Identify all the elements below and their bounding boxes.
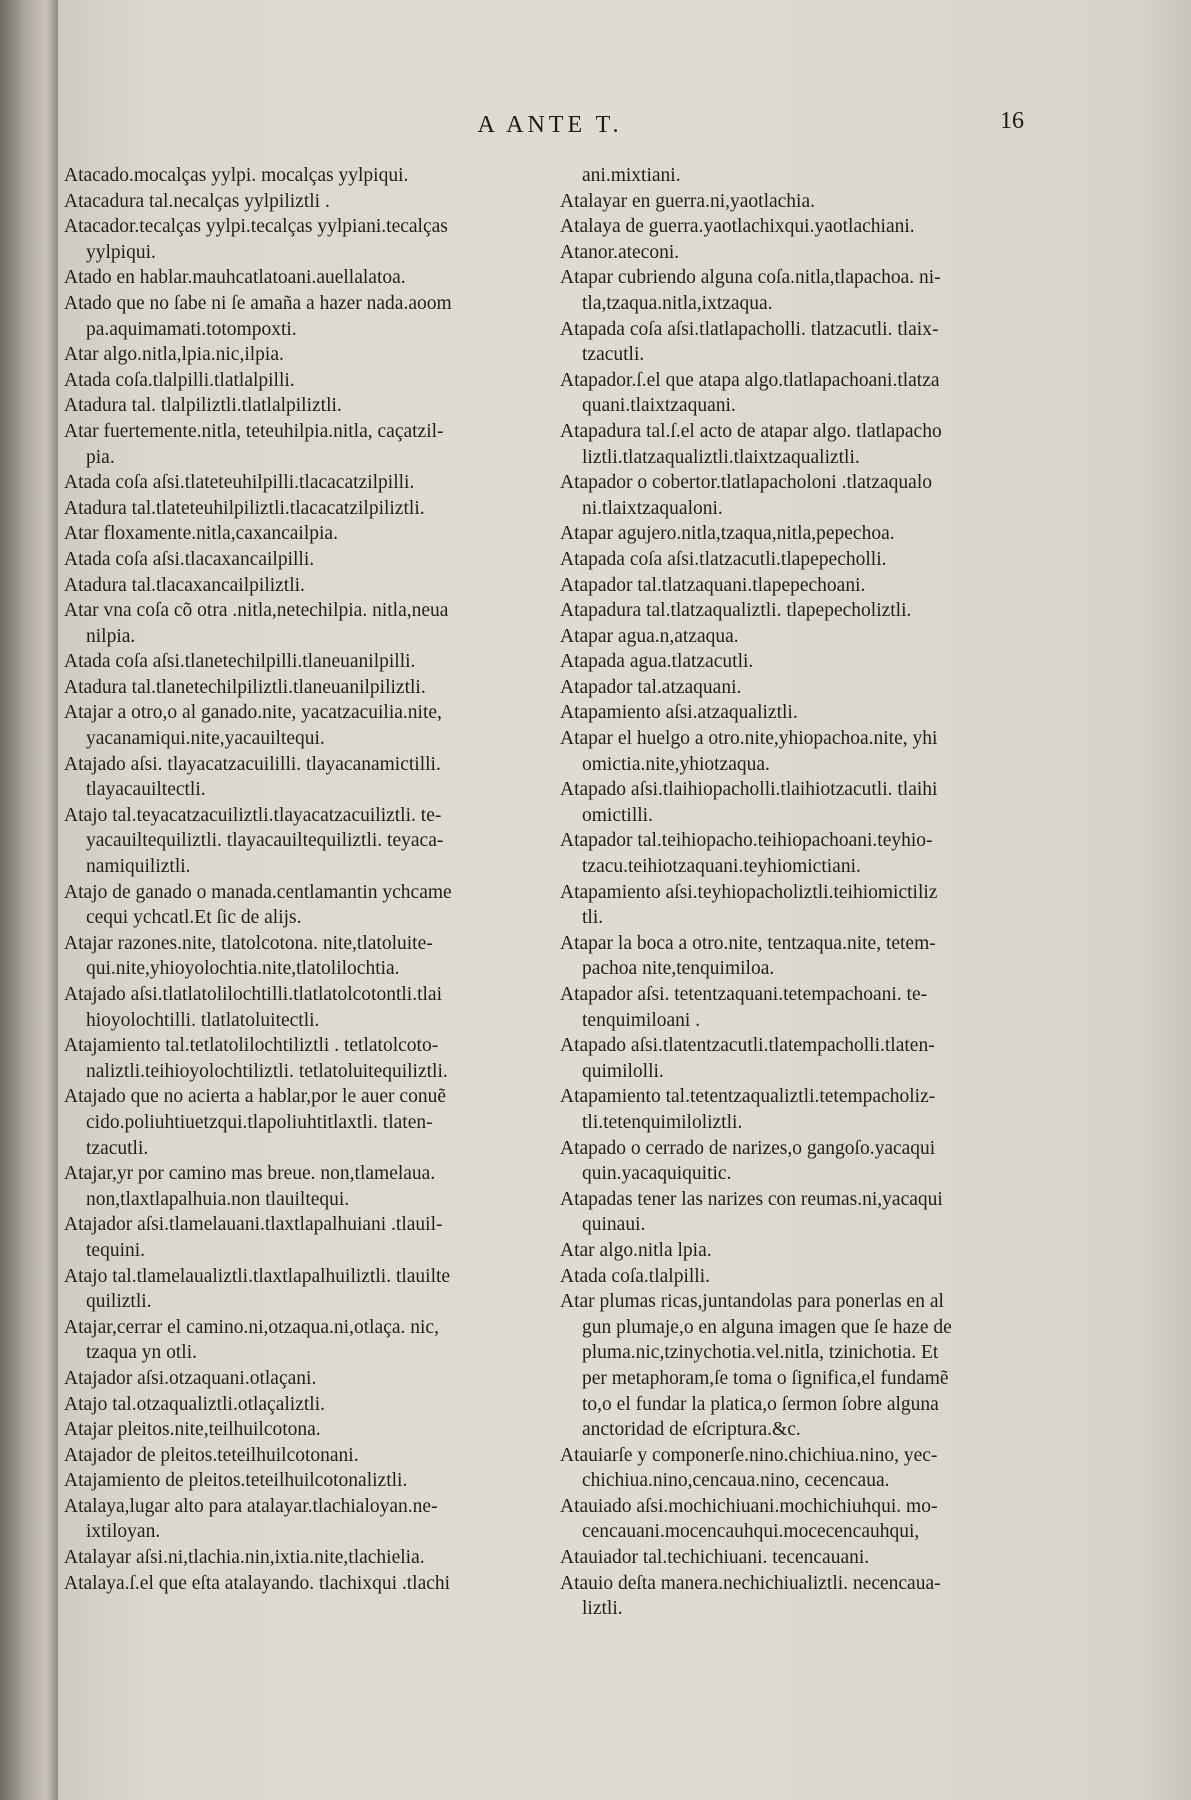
dictionary-entry bbox=[560, 1443, 1126, 1494]
entry-continuation-line: pa.aquimamati.totompoxti. bbox=[86, 318, 297, 340]
entry-continuation-line: tla,tzaqua.nitla,ixtzaqua. bbox=[582, 292, 773, 314]
entry-headline: Atapada coſa aſsi.tlatzacutli.tlapepecholli. bbox=[560, 548, 887, 570]
entry-headline: Atapar la boca a otro.nite, tentzaqua.nite, tetem- bbox=[560, 932, 936, 954]
dictionary-entry bbox=[560, 547, 1126, 573]
entry-continuation-line: quimilolli. bbox=[582, 1060, 664, 1082]
entry-continuation-line: cencauani.mocencauhqui.mocecencauhqui, bbox=[582, 1521, 920, 1543]
entry-headline: Atalayar aſsi.ni,tlachia.nin,ixtia.nite,tlachielia. bbox=[64, 1547, 425, 1569]
entry-continuation-line: liztli.tlatzaqualiztli.tlaixtzaqualiztli. bbox=[582, 446, 860, 468]
dictionary-entry bbox=[64, 1494, 554, 1545]
dictionary-entry bbox=[64, 189, 554, 215]
dictionary-entry bbox=[64, 803, 554, 880]
dictionary-entry bbox=[64, 1392, 554, 1418]
entry-continuation-line: pia. bbox=[86, 446, 115, 468]
dictionary-entry bbox=[560, 675, 1126, 701]
dictionary-entry bbox=[64, 982, 554, 1033]
entry-continuation-line: nilpia. bbox=[86, 625, 136, 647]
dictionary-entry bbox=[560, 419, 1126, 470]
dictionary-entry bbox=[560, 1289, 1126, 1443]
entry-headline: Atajo tal.tlamelaualiztli.tlaxtlapalhuiliztli. tlauilte bbox=[64, 1265, 451, 1287]
entry-headline: Atado que no ſabe ni ſe amaña a hazer nada.aoom bbox=[64, 292, 452, 314]
dictionary-entry bbox=[560, 214, 1126, 240]
entry-headline: Atajador aſsi.otzaquani.otlaçani. bbox=[64, 1367, 317, 1389]
entry-headline: Atada coſa aſsi.tlateteuhilpilli.tlacacatzilpilli. bbox=[64, 472, 415, 494]
dictionary-entry bbox=[64, 1468, 554, 1494]
entry-continuation-line: tzaqua yn otli. bbox=[86, 1342, 198, 1364]
dictionary-entry bbox=[64, 1264, 554, 1315]
entry-headline: Atapador o cobertor.tlatlapacholoni .tlatzaqualo bbox=[560, 472, 932, 494]
entry-headline: Atalayar en guerra.ni,yaotlachia. bbox=[560, 190, 815, 212]
dictionary-entry bbox=[64, 521, 554, 547]
entry-headline: Atauio deſta manera.nechichiualiztli. necencaua- bbox=[560, 1572, 941, 1594]
dictionary-entry bbox=[64, 1033, 554, 1084]
dictionary-entry bbox=[64, 470, 554, 496]
entry-continuation-line: quinaui. bbox=[582, 1214, 646, 1236]
previous-page-edge bbox=[0, 0, 58, 1800]
entry-continuation-line: ixtiloyan. bbox=[86, 1521, 161, 1543]
entry-continuation-line: tenquimiloani . bbox=[582, 1009, 701, 1031]
dictionary-entry bbox=[560, 598, 1126, 624]
entry-headline: Atapar el huelgo a otro.nite,yhiopachoa.nite, yhi bbox=[560, 728, 938, 750]
dictionary-entry bbox=[64, 1443, 554, 1469]
dictionary-entry bbox=[64, 649, 554, 675]
dictionary-entry bbox=[560, 368, 1126, 419]
entry-headline: Atapar agujero.nitla,tzaqua,nitla,pepechoa. bbox=[560, 523, 895, 545]
dictionary-entry bbox=[64, 598, 554, 649]
right-column bbox=[560, 163, 1126, 1622]
entry-headline: Atar algo.nitla lpia. bbox=[560, 1239, 712, 1261]
entry-continuation-line: tli.tetenquimiloliztli. bbox=[582, 1111, 743, 1133]
entry-headline: Atapamiento tal.tetentzaqualiztli.tetempacholiz- bbox=[560, 1086, 936, 1108]
entry-headline: Atapar agua.n,atzaqua. bbox=[560, 625, 739, 647]
dictionary-entry bbox=[560, 624, 1126, 650]
entry-headline: Atar plumas ricas,juntandolas para ponerlas en al bbox=[560, 1291, 944, 1313]
entry-continuation-line: ni.tlaixtzaqualoni. bbox=[582, 497, 723, 519]
entry-continuation-line: quin.yacaquiquitic. bbox=[582, 1163, 732, 1185]
entry-headline: Atanor.ateconi. bbox=[560, 241, 680, 263]
entry-continuation-line: quiliztli. bbox=[86, 1291, 152, 1313]
entry-headline: Atajado aſsi. tlayacatzacuililli. tlayacanamictilli. bbox=[64, 753, 441, 775]
dictionary-entry bbox=[560, 470, 1126, 521]
dictionary-entry bbox=[560, 1264, 1126, 1290]
entry-headline: Atapado o cerrado de narizes,o gangoſo.yacaqui bbox=[560, 1137, 936, 1159]
dictionary-entry bbox=[560, 240, 1126, 266]
dictionary-entry bbox=[560, 931, 1126, 982]
dictionary-entry bbox=[64, 1417, 554, 1443]
dictionary-entry bbox=[560, 828, 1126, 879]
entry-continuation-line: qui.nite,yhioyolochtia.nite,tlatolilochtia. bbox=[86, 958, 400, 980]
dictionary-entry bbox=[64, 700, 554, 751]
dictionary-entry bbox=[64, 496, 554, 522]
entry-headline: Atapado aſsi.tlatentzacutli.tlatempacholli.tlaten- bbox=[560, 1035, 935, 1057]
dictionary-entry bbox=[64, 931, 554, 982]
dictionary-entry bbox=[64, 752, 554, 803]
entry-headline: Atapamiento aſsi.atzaqualiztli. bbox=[560, 702, 798, 724]
entry-headline: Atadura tal.tlacaxancailpiliztli. bbox=[64, 574, 305, 596]
dictionary-entry bbox=[64, 1571, 554, 1597]
dictionary-entry bbox=[560, 1084, 1126, 1135]
dictionary-entry bbox=[560, 1494, 1126, 1545]
entry-continuation-line: naliztli.teihioyolochtiliztli. tetlatoluitequiliztli. bbox=[86, 1060, 448, 1082]
entry-headline: Atajado que no acierta a hablar,por le auer conuẽ bbox=[64, 1086, 446, 1108]
dictionary-entry bbox=[560, 317, 1126, 368]
dictionary-entry bbox=[560, 163, 1126, 189]
page-number: 16 bbox=[1000, 108, 1024, 134]
entry-headline: Atalaya,lugar alto para atalayar.tlachialoyan.ne- bbox=[64, 1495, 438, 1517]
dictionary-entry bbox=[64, 573, 554, 599]
entry-continuation-line: gun plumaje,o en alguna imagen que ſe haze de bbox=[582, 1316, 952, 1338]
entry-continuation-line: tlayacauiltectli. bbox=[86, 779, 206, 801]
dictionary-entry bbox=[64, 880, 554, 931]
entry-headline: Atajar,cerrar el camino.ni,otzaqua.ni,otlaça. nic, bbox=[64, 1316, 439, 1338]
dictionary-entry bbox=[560, 726, 1126, 777]
dictionary-entry bbox=[64, 393, 554, 419]
entry-headline: Atacador.tecalças yylpi.tecalças yylpiani.tecalças bbox=[64, 216, 448, 238]
entry-continuation-line: liztli. bbox=[582, 1598, 623, 1620]
entry-headline: Atada coſa.tlalpilli. bbox=[560, 1265, 710, 1287]
entry-continuation-line: per metaphoram,ſe toma o ſignifica,el fundamẽ bbox=[582, 1367, 949, 1389]
entry-headline: Atauiador tal.techichiuani. tecencauani. bbox=[560, 1547, 870, 1569]
entry-headline: Atapado aſsi.tlaihiopacholli.tlaihiotzacutli. tlaihi bbox=[560, 779, 938, 801]
dictionary-entry bbox=[64, 547, 554, 573]
entry-continuation-line: yacanamiqui.nite,yacauiltequi. bbox=[86, 728, 325, 750]
entry-continuation-line: tequini. bbox=[86, 1239, 146, 1261]
entry-continuation-line: tzacutli. bbox=[582, 344, 645, 366]
dictionary-entry bbox=[64, 1212, 554, 1263]
dictionary-entry bbox=[64, 419, 554, 470]
dictionary-entry bbox=[560, 265, 1126, 316]
entry-continuation-line: yylpiqui. bbox=[86, 241, 156, 263]
entry-headline: Atalaya.ſ.el que eſta atalayando. tlachixqui .tlachi bbox=[64, 1572, 451, 1594]
dictionary-entry bbox=[64, 1161, 554, 1212]
entry-headline: Atajo tal.otzaqualiztli.otlaçaliztli. bbox=[64, 1393, 325, 1415]
dictionary-entry bbox=[64, 368, 554, 394]
entry-headline: Atajo tal.teyacatzacuiliztli.tlayacatzacuiliztli. te- bbox=[64, 804, 442, 826]
entry-headline: Atar algo.nitla,lpia.nic,ilpia. bbox=[64, 344, 284, 366]
entry-headline: Atajamiento de pleitos.teteilhuilcotonaliztli. bbox=[64, 1470, 408, 1492]
entry-headline: Atapador aſsi. tetentzaquani.tetempachoani. te- bbox=[560, 984, 928, 1005]
entry-headline: Atar floxamente.nitla,caxancailpia. bbox=[64, 523, 338, 545]
dictionary-entry bbox=[560, 1187, 1126, 1238]
left-column bbox=[64, 163, 554, 1596]
dictionary-entry bbox=[560, 189, 1126, 215]
entry-continuation-line: pachoa nite,tenquimiloa. bbox=[582, 958, 775, 980]
entry-continuation-line: pluma.nic,tzinychotia.vel.nitla, tzinichotia. Et bbox=[582, 1342, 939, 1364]
entry-headline: Atajamiento tal.tetlatolilochtiliztli . tetlatolcoto- bbox=[64, 1035, 439, 1057]
entry-headline: Atajado aſsi.tlatlatolilochtilli.tlatlatolcotontli.tlai bbox=[64, 984, 443, 1005]
entry-continuation-line: hioyolochtilli. tlatlatoluitectli. bbox=[86, 1009, 320, 1031]
dictionary-entry bbox=[560, 1571, 1126, 1622]
dictionary-entry bbox=[64, 675, 554, 701]
entry-continuation-line: to,o el fundar la platica,o ſermon ſobre alguna bbox=[582, 1393, 939, 1415]
dictionary-entry bbox=[560, 573, 1126, 599]
entry-headline: Atauiado aſsi.mochichiuani.mochichiuhqui. mo- bbox=[560, 1495, 938, 1517]
entry-continuation-line: omictilli. bbox=[582, 804, 653, 826]
dictionary-entry bbox=[64, 1084, 554, 1161]
entry-headline: Atada coſa.tlalpilli.tlatlalpilli. bbox=[64, 369, 295, 391]
dictionary-entry bbox=[560, 880, 1126, 931]
entry-headline: Atajar pleitos.nite,teilhuilcotona. bbox=[64, 1419, 321, 1441]
entry-headline: Atajar razones.nite, tlatolcotona. nite,tlatoluite- bbox=[64, 932, 433, 954]
entry-headline: Atadura tal. tlalpiliztli.tlatlalpiliztli. bbox=[64, 395, 342, 417]
dictionary-entry bbox=[560, 1545, 1126, 1571]
entry-continuation-line: cido.poliuhtiuetzqui.tlapoliuhtitlaxtli. tlaten- bbox=[86, 1111, 433, 1133]
entry-headline: Atalaya de guerra.yaotlachixqui.yaotlachiani. bbox=[560, 216, 915, 238]
entry-headline: Atapadura tal.tlatzaqualiztli. tlapepecholiztli. bbox=[560, 600, 912, 622]
entry-headline: Atajar,yr por camino mas breue. non,tlamelaua. bbox=[64, 1163, 436, 1185]
dictionary-entry bbox=[64, 291, 554, 342]
entry-continuation-line: non,tlaxtlapalhuia.non tlauiltequi. bbox=[86, 1188, 350, 1210]
entry-continuation-line: namiquiliztli. bbox=[86, 856, 191, 878]
dictionary-entry bbox=[64, 1315, 554, 1366]
entry-continuation-line: chichiua.nino,cencaua.nino, cecencaua. bbox=[582, 1470, 890, 1492]
entry-continuation-line: tli. bbox=[582, 907, 604, 929]
entry-headline: Atapar cubriendo alguna coſa.nitla,tlapachoa. ni- bbox=[560, 267, 941, 289]
entry-headline: Atada coſa aſsi.tlanetechilpilli.tlaneuanilpilli. bbox=[64, 651, 416, 673]
dictionary-entry bbox=[64, 1366, 554, 1392]
entry-headline: Atapador.ſ.el que atapa algo.tlatlapachoani.tlatza bbox=[560, 369, 940, 391]
entry-headline: Atacadura tal.necalças yylpiliztli . bbox=[64, 190, 330, 212]
entry-headline: Atajador aſsi.tlamelauani.tlaxtlapalhuiani .tlauil- bbox=[64, 1214, 443, 1236]
entry-headline: Atapador tal.tlatzaquani.tlapepechoani. bbox=[560, 574, 866, 596]
entry-continuation-line: cequi ychcatl.Et ſic de alijs. bbox=[86, 907, 302, 929]
running-head: A ANTE T. bbox=[477, 112, 623, 138]
entry-headline: Atajar a otro,o al ganado.nite, yacatzacuilia.nite, bbox=[64, 702, 442, 724]
entry-headline: Atar vna coſa cõ otra .nitla,netechilpia. nitla,neua bbox=[64, 600, 449, 622]
entry-headline: Atapadas tener las narizes con reumas.ni,yacaqui bbox=[560, 1188, 943, 1210]
dictionary-entry bbox=[560, 521, 1126, 547]
entry-headline: Atapadura tal.ſ.el acto de atapar algo. tlatlapacho bbox=[560, 420, 942, 442]
entry-headline: Atapada agua.tlatzacutli. bbox=[560, 651, 754, 673]
entry-continuation-line: omictia.nite,yhiotzaqua. bbox=[582, 753, 770, 775]
entry-continuation-line: anctoridad de eſcriptura.&c. bbox=[582, 1419, 801, 1441]
dictionary-entry bbox=[560, 777, 1126, 828]
dictionary-entry bbox=[64, 214, 554, 265]
dictionary-entry bbox=[64, 265, 554, 291]
entry-continuation-line: yacauiltequiliztli. tlayacauiltequiliztli. teyaca- bbox=[86, 830, 444, 852]
dictionary-entry bbox=[560, 700, 1126, 726]
entry-headline: Atadura tal.tlanetechilpiliztli.tlaneuanilpiliztli. bbox=[64, 676, 426, 698]
entry-headline: Atada coſa aſsi.tlacaxancailpilli. bbox=[64, 548, 315, 570]
entry-headline: Atapamiento aſsi.teyhiopacholiztli.teihiomictiliz bbox=[560, 881, 938, 903]
entry-headline: Atado en hablar.mauhcatlatoani.auellalatoa. bbox=[64, 267, 406, 289]
entry-headline: Atadura tal.tlateteuhilpiliztli.tlacacatzilpiliztli. bbox=[64, 497, 425, 519]
entry-continuation-line: quani.tlaixtzaquani. bbox=[582, 395, 736, 417]
dictionary-entry bbox=[560, 1033, 1126, 1084]
entry-headline: Atajo de ganado o manada.centlamantin ychcame bbox=[64, 881, 452, 903]
entry-continuation-line: tzacu.teihiotzaquani.teyhiomictiani. bbox=[582, 856, 861, 878]
entry-headline: Atacado.mocalças yylpi. mocalças yylpiqui. bbox=[64, 165, 409, 186]
dictionary-entry bbox=[560, 649, 1126, 675]
entry-headline: Atapada coſa aſsi.tlatlapacholli. tlatzacutli. tlaix- bbox=[560, 318, 939, 340]
dictionary-entry bbox=[64, 342, 554, 368]
entry-headline: Atajador de pleitos.teteilhuilcotonani. bbox=[64, 1444, 359, 1466]
dictionary-entry bbox=[560, 1136, 1126, 1187]
dictionary-entry bbox=[560, 982, 1126, 1033]
entry-headline: Atapador tal.atzaquani. bbox=[560, 676, 742, 698]
dictionary-entry bbox=[64, 163, 554, 189]
dictionary-entry bbox=[560, 1238, 1126, 1264]
entry-headline: Atapador tal.teihiopacho.teihiopachoani.teyhio- bbox=[560, 830, 933, 852]
entry-headline: Atauiarſe y componerſe.nino.chichiua.nino, yec- bbox=[560, 1444, 938, 1466]
entry-continuation-line: ani.mixtiani. bbox=[582, 165, 681, 186]
entry-continuation-line: tzacutli. bbox=[86, 1137, 149, 1159]
entry-headline: Atar fuertemente.nitla, teteuhilpia.nitla, caçatzil- bbox=[64, 420, 444, 442]
dictionary-entry bbox=[64, 1545, 554, 1571]
